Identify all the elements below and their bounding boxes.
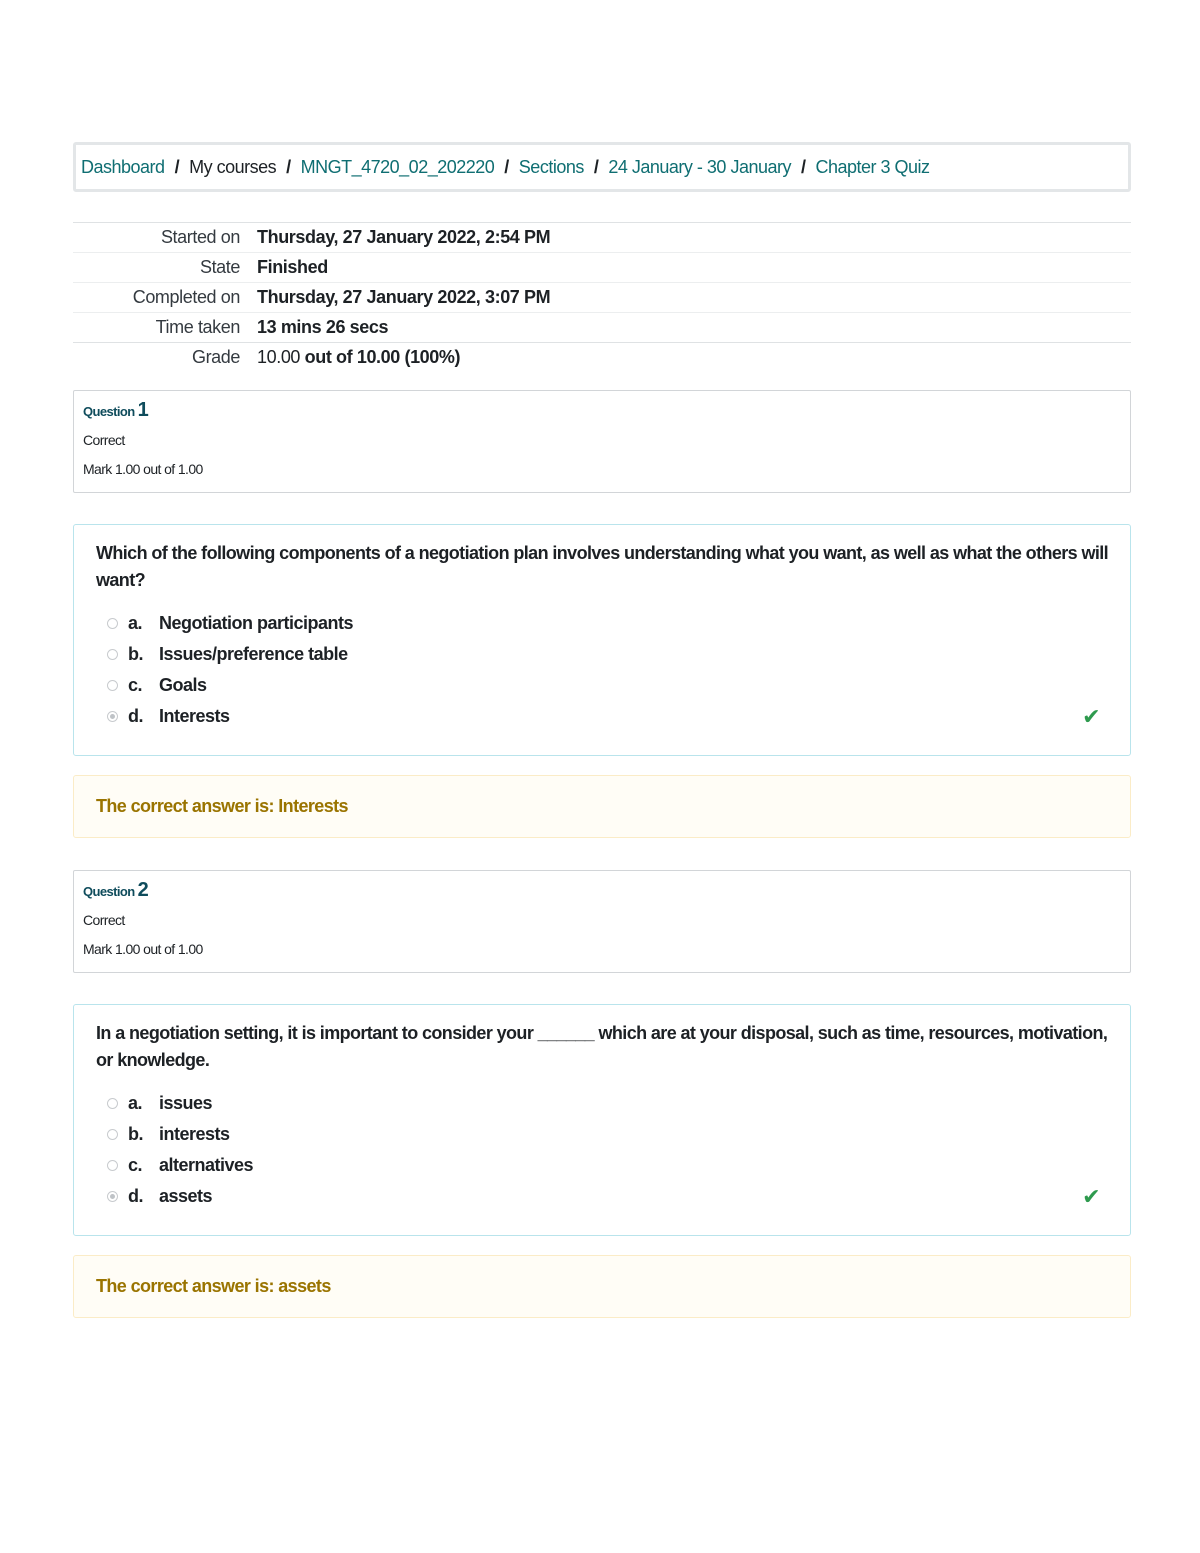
summary-row-time — [73, 313, 1131, 343]
question-1-info — [73, 390, 1131, 493]
answer-option-b[interactable] — [96, 639, 1110, 670]
question-2-feedback: The correct answer is: assets — [73, 1255, 1131, 1318]
option-text: Goals — [159, 675, 207, 695]
radio-button-selected[interactable] — [107, 1191, 118, 1202]
answer-option-a[interactable] — [96, 1088, 1110, 1119]
radio-button[interactable] — [107, 649, 118, 660]
question-text: Which of the following components of a negotiation plan involves understanding what you want, as well as what the others will want? — [96, 543, 1109, 590]
completed-value: Thursday, 27 January 2022, 3:07 PM — [257, 287, 551, 307]
option-letter: b. — [128, 644, 143, 664]
answer-options — [96, 1088, 1110, 1212]
option-text: Interests — [159, 706, 230, 726]
answer-option-b[interactable] — [96, 1119, 1110, 1150]
option-letter: d. — [128, 1186, 143, 1206]
question-1-content — [73, 524, 1131, 756]
option-text: interests — [159, 1124, 230, 1144]
answer-option-c[interactable] — [96, 1150, 1110, 1181]
question-state: Correct — [83, 912, 125, 928]
breadcrumb-separator: / — [593, 156, 599, 177]
option-text: Negotiation participants — [159, 613, 354, 633]
option-text: alternatives — [159, 1155, 254, 1175]
breadcrumb-separator: / — [504, 156, 509, 177]
answer-option-a[interactable] — [96, 608, 1110, 639]
question-number — [83, 399, 1130, 422]
breadcrumb-sections[interactable]: Sections — [518, 156, 584, 177]
radio-button[interactable] — [107, 680, 118, 691]
option-letter: c. — [128, 675, 143, 695]
question-number-value: 2 — [137, 879, 149, 901]
question-mark: Mark 1.00 out of 1.00 — [83, 461, 203, 477]
option-letter: c. — [128, 1155, 143, 1175]
option-letter: d. — [128, 706, 143, 726]
breadcrumb-dashboard[interactable]: Dashboard — [81, 156, 165, 177]
started-value: Thursday, 27 January 2022, 2:54 PM — [257, 227, 551, 247]
option-text: assets — [159, 1186, 213, 1206]
summary-row-state — [73, 253, 1131, 283]
answer-option-d[interactable] — [96, 701, 1110, 732]
grade-value — [257, 343, 1131, 373]
time-taken-label: Time taken — [155, 317, 240, 337]
option-letter: b. — [128, 1124, 143, 1144]
question-2-content — [73, 1004, 1131, 1236]
breadcrumb — [73, 142, 1131, 192]
radio-button[interactable] — [107, 1098, 118, 1109]
breadcrumb-quiz[interactable]: Chapter 3 Quiz — [815, 156, 930, 177]
breadcrumb-separator: / — [286, 156, 291, 177]
question-2-info — [73, 870, 1131, 973]
started-label: Started on — [160, 227, 240, 247]
question-number — [83, 879, 1130, 902]
time-taken-value: 13 mins 26 secs — [257, 317, 389, 337]
state-value: Finished — [257, 257, 328, 277]
breadcrumb-week[interactable]: 24 January - 30 January — [608, 156, 791, 177]
grade-label: Grade — [191, 347, 240, 367]
question-mark: Mark 1.00 out of 1.00 — [83, 941, 203, 957]
attempt-summary-table — [73, 222, 1131, 372]
question-state: Correct — [83, 432, 125, 448]
completed-label: Completed on — [132, 287, 240, 307]
question-label: Question — [83, 404, 135, 419]
question-text: In a negotiation setting, it is important to consider your ______ which are at your disposal, such as time, resources, motivation, or knowledge. — [96, 1023, 1108, 1070]
option-text: issues — [159, 1093, 213, 1113]
question-label: Question — [83, 884, 135, 899]
breadcrumb-course[interactable]: MNGT_4720_02_202220 — [300, 156, 495, 177]
quiz-review-page — [73, 142, 1131, 1318]
check-icon: ✔ — [1082, 703, 1100, 729]
option-letter: a. — [128, 613, 143, 633]
summary-row-completed — [73, 283, 1131, 313]
question-1-feedback: The correct answer is: Interests — [73, 775, 1131, 838]
grade-out-of: out of 10.00 (100%) — [304, 347, 461, 367]
answer-option-d[interactable] — [96, 1181, 1110, 1212]
radio-button[interactable] — [107, 1129, 118, 1140]
grade-score: 10.00 — [257, 347, 301, 367]
breadcrumb-separator: / — [800, 156, 806, 177]
question-number-value: 1 — [137, 399, 149, 421]
breadcrumb-separator: / — [174, 156, 180, 177]
option-text: Issues/preference table — [159, 644, 348, 664]
answer-option-c[interactable] — [96, 670, 1110, 701]
summary-row-started — [73, 223, 1131, 253]
answer-options — [96, 608, 1110, 732]
radio-button[interactable] — [107, 1160, 118, 1171]
option-letter: a. — [128, 1093, 143, 1113]
state-label: State — [199, 257, 240, 277]
summary-row-grade — [73, 343, 1131, 373]
radio-button[interactable] — [107, 618, 118, 629]
breadcrumb-my-courses: My courses — [189, 156, 277, 177]
radio-button-selected[interactable] — [107, 711, 118, 722]
check-icon: ✔ — [1082, 1183, 1100, 1209]
